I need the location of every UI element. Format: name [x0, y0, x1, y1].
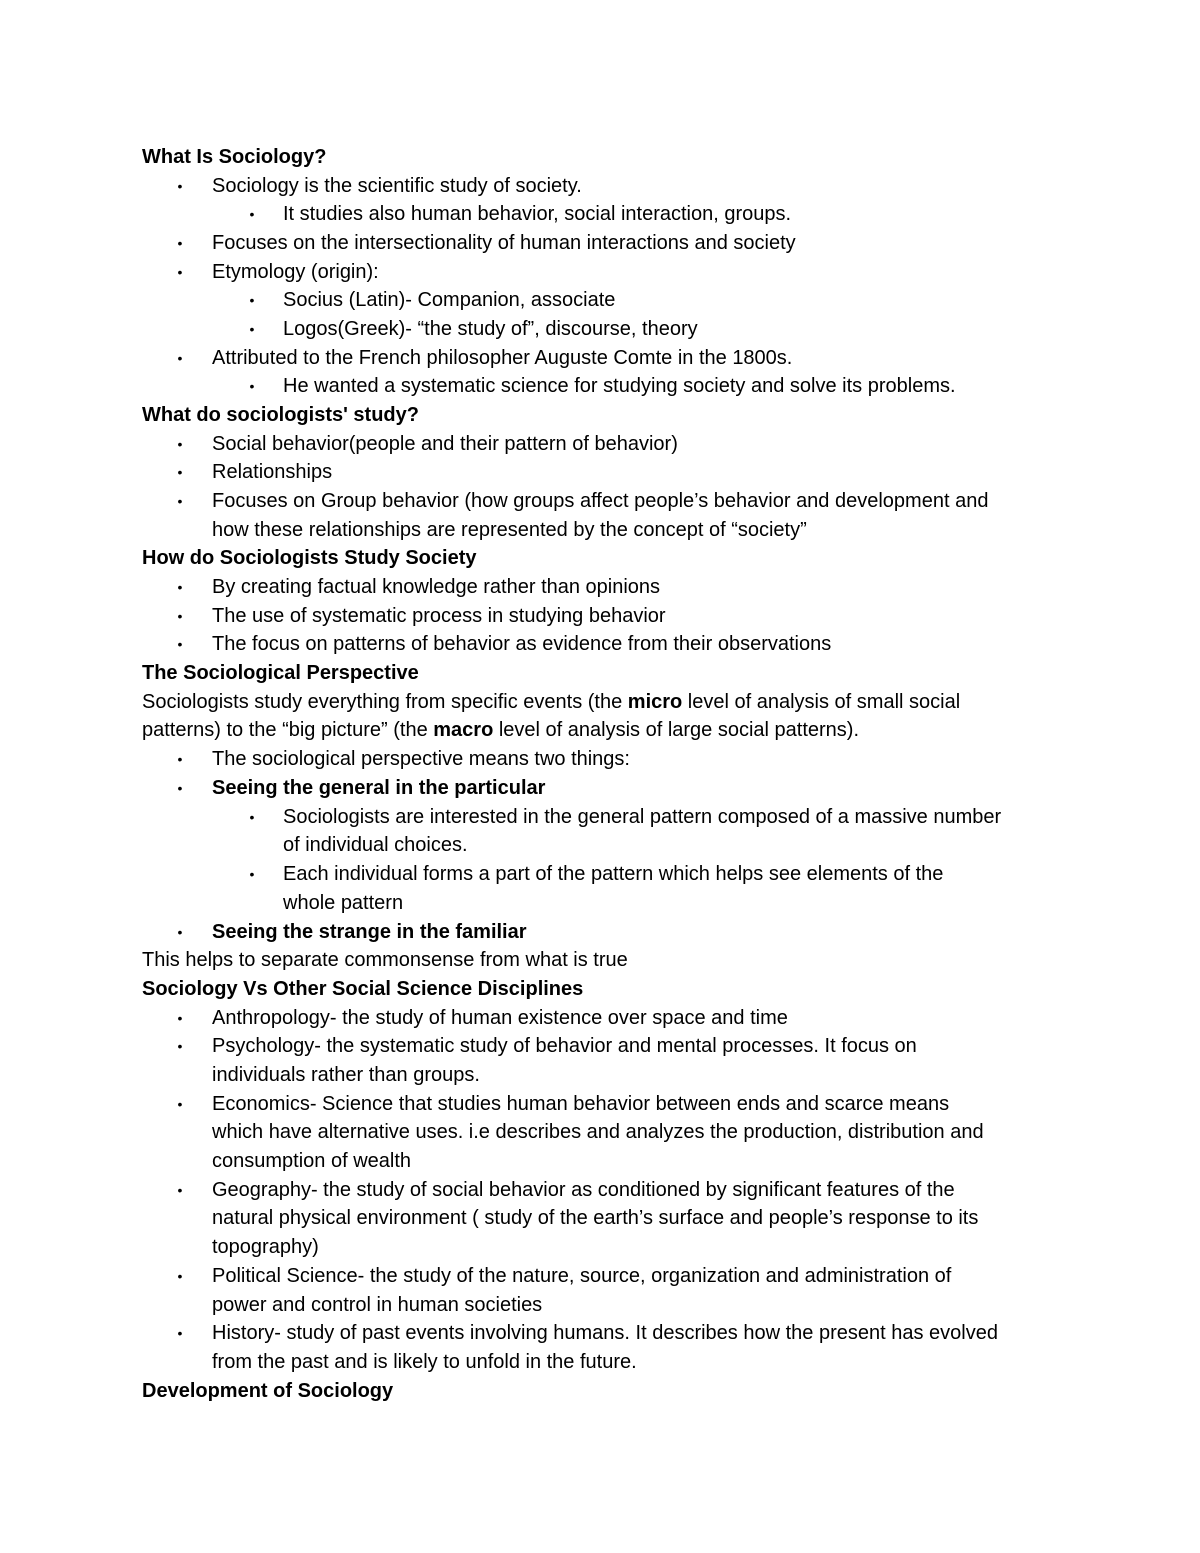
list-item: • Focuses on Group behavior (how groups affect people’s behavior and development and	[0, 487, 1200, 516]
list-item-continuation: topography)	[212, 1236, 319, 1258]
bullet: •	[249, 866, 255, 882]
bullet: •	[249, 809, 255, 825]
list-item: • Sociologists are interested in the general pattern composed of a massive number	[0, 803, 1200, 832]
list-item: • Psychology- the systematic study of behavior and mental processes. It focus on	[0, 1032, 1200, 1061]
bullet: •	[177, 264, 183, 280]
list-item: • Political Science- the study of the nature, source, organization and administration of	[0, 1262, 1200, 1291]
bullet: •	[177, 1038, 183, 1054]
heading-what-is-sociology: What Is Sociology?	[142, 146, 327, 168]
list-item: • The focus on patterns of behavior as evidence from their observations	[0, 630, 1200, 659]
emphasis-macro: macro	[433, 719, 494, 741]
paragraph-line: This helps to separate commonsense from what is true	[142, 949, 628, 971]
list-item: • Seeing the general in the particular	[0, 774, 1200, 803]
list-item: • Socius (Latin)- Companion, associate	[0, 286, 1200, 315]
bullet: •	[177, 178, 183, 194]
bullet: •	[249, 378, 255, 394]
bullet: •	[249, 321, 255, 337]
list-item: • Seeing the strange in the familiar	[0, 918, 1200, 947]
bullet: •	[177, 636, 183, 652]
list-item: • The sociological perspective means two things:	[0, 745, 1200, 774]
list-item: • By creating factual knowledge rather than opinions	[0, 573, 1200, 602]
list-item-continuation: from the past and is likely to unfold in the future.	[212, 1351, 637, 1373]
bullet: •	[177, 579, 183, 595]
list-item: • Etymology (origin):	[0, 258, 1200, 287]
bullet: •	[177, 436, 183, 452]
list-item: • Sociology is the scientific study of society.	[0, 172, 1200, 201]
bullet: •	[249, 206, 255, 222]
bullet: •	[177, 1182, 183, 1198]
list-item-continuation: natural physical environment ( study of the earth’s surface and people’s response to its	[212, 1207, 979, 1229]
list-item-continuation: individuals rather than groups.	[212, 1064, 480, 1086]
heading-development-of-sociology: Development of Sociology	[142, 1380, 394, 1402]
heading-how-do-sociologists-study: How do Sociologists Study Society	[142, 547, 477, 569]
list-item-continuation: how these relationships are represented by the concept of “society”	[212, 519, 807, 541]
list-item-continuation: which have alternative uses. i.e describes and analyzes the production, distribution and	[212, 1121, 984, 1143]
list-item-continuation: of individual choices.	[283, 834, 468, 856]
heading-sociology-vs-other-disciplines: Sociology Vs Other Social Science Disciplines	[142, 978, 584, 1000]
list-item: • Relationships	[0, 458, 1200, 487]
list-item: • He wanted a systematic science for studying society and solve its problems.	[0, 372, 1200, 401]
list-item-continuation: whole pattern	[283, 892, 404, 914]
list-item: • Focuses on the intersectionality of human interactions and society	[0, 229, 1200, 258]
bullet: •	[177, 780, 183, 796]
bullet: •	[177, 1325, 183, 1341]
bullet: •	[177, 608, 183, 624]
heading-what-do-sociologists-study: What do sociologists' study?	[142, 404, 419, 426]
bullet: •	[177, 751, 183, 767]
list-item: • Geography- the study of social behavior as conditioned by significant features of the	[0, 1176, 1200, 1205]
list-item: • History- study of past events involving humans. It describes how the present has evolved	[0, 1319, 1200, 1348]
paragraph-line: patterns) to the “big picture” (the macro level of analysis of large social patterns).	[142, 719, 860, 741]
bullet: •	[177, 493, 183, 509]
emphasis-micro: micro	[627, 691, 683, 713]
paragraph-line: Sociologists study everything from specific events (the micro level of analysis of small social	[142, 691, 961, 713]
bullet: •	[177, 464, 183, 480]
bullet: •	[177, 235, 183, 251]
bullet: •	[177, 924, 183, 940]
bullet: •	[177, 350, 183, 366]
list-item: • Logos(Greek)- “the study of”, discourse, theory	[0, 315, 1200, 344]
bullet: •	[177, 1096, 183, 1112]
bullet: •	[177, 1010, 183, 1026]
list-item: • Economics- Science that studies human behavior between ends and scarce means	[0, 1090, 1200, 1119]
bullet: •	[177, 1268, 183, 1284]
list-item: • Social behavior(people and their pattern of behavior)	[0, 430, 1200, 459]
heading-sociological-perspective: The Sociological Perspective	[142, 662, 419, 684]
list-item-continuation: power and control in human societies	[212, 1294, 543, 1316]
bullet: •	[249, 292, 255, 308]
list-item: • It studies also human behavior, social interaction, groups.	[0, 200, 1200, 229]
list-item: • Anthropology- the study of human existence over space and time	[0, 1004, 1200, 1033]
list-item: • Each individual forms a part of the pattern which helps see elements of the	[0, 860, 1200, 889]
list-item: • The use of systematic process in studying behavior	[0, 602, 1200, 631]
list-item-continuation: consumption of wealth	[212, 1150, 412, 1172]
list-item: • Attributed to the French philosopher Auguste Comte in the 1800s.	[0, 344, 1200, 373]
